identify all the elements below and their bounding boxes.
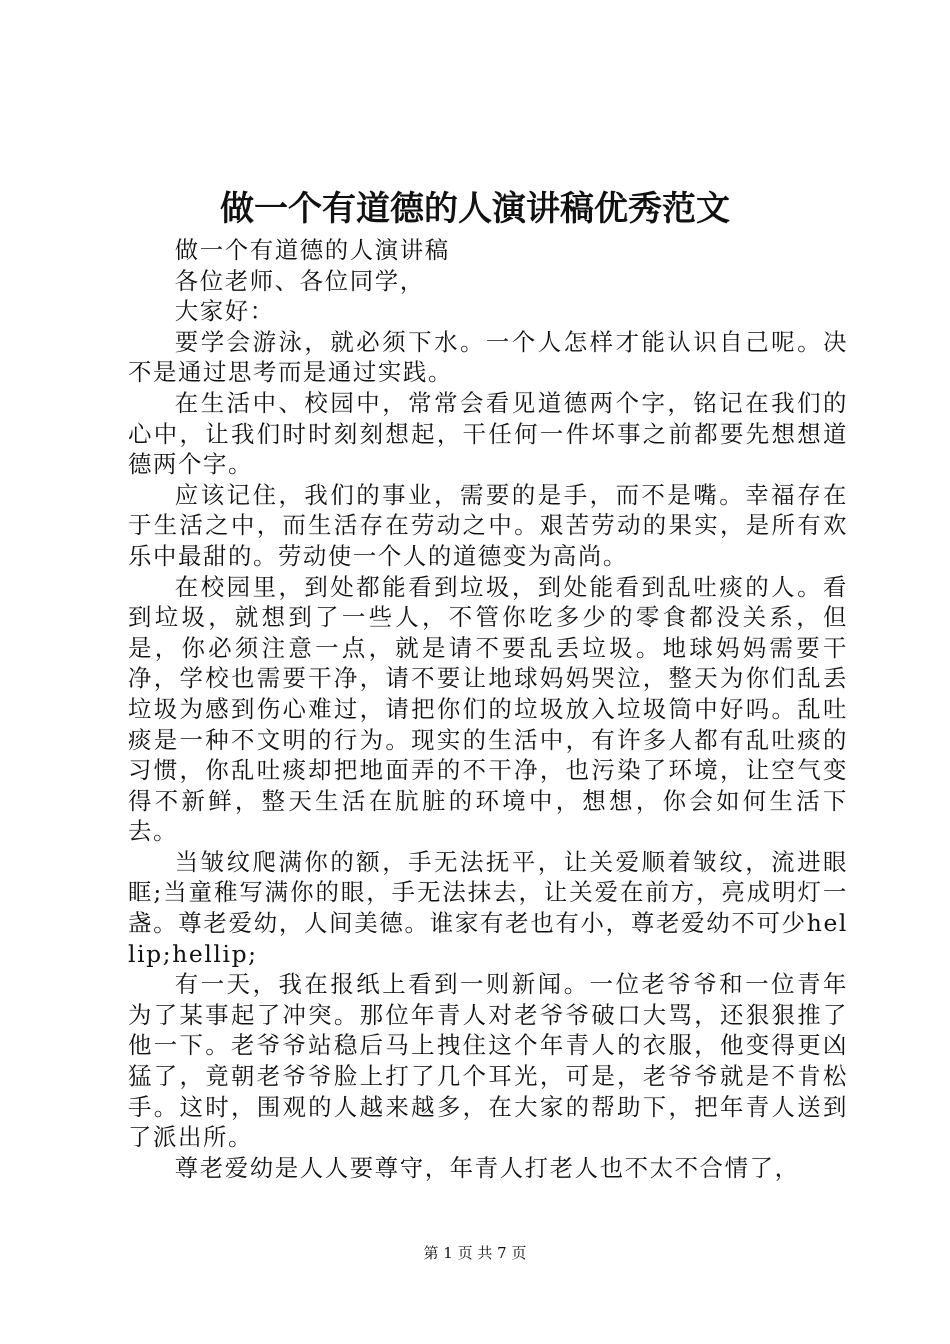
paragraph: 当皱纹爬满你的额，手无法抚平，让关爱顺着皱纹，流进眼眶;当童稚写满你的眼，手无法抹去，让关爱在前方，亮成明灯一盏。尊老爱幼，人间美德。谁家有老也有小，尊老爱幼不可少hellip;hellip; <box>128 847 848 968</box>
paragraph: 要学会游泳，就必须下水。一个人怎样才能认识自己呢。决不是通过思考而是通过实践。 <box>128 327 848 387</box>
paragraph: 在生活中、校园中，常常会看见道德两个字，铭记在我们的心中，让我们时时刻刻想起，干任何一件坏事之前都要先想想道德两个字。 <box>128 388 848 479</box>
document-body <box>128 235 848 1183</box>
paragraph: 尊老爱幼是人人要尊守，年青人打老人也不太不合情了， <box>174 1153 800 1182</box>
paragraph-greeting: 大家好： <box>174 297 275 326</box>
document-title: 做一个有道德的人演讲稿优秀范文 <box>220 189 730 229</box>
paragraph-subtitle: 做一个有道德的人演讲稿 <box>174 236 450 264</box>
paragraph-salutation: 各位老师、各位同学， <box>174 266 425 295</box>
paragraph: 应该记住，我们的事业，需要的是手，而不是嘴。幸福存在于生活之中，而生活存在劳动之中。艰苦劳动的果实，是所有欢乐中最甜的。劳动使一个人的道德变为高尚。 <box>128 480 848 570</box>
paragraph: 有一天，我在报纸上看到一则新闻。一位老爷爷和一位青年为了某事起了冲突。那位年青人对老爷爷破口大骂，还狠狠推了他一下。老爷爷站稳后马上拽住这个年青人的衣服，他变得更凶猛了，竟朝老爷爷脸上打了几个耳光，可是，老爷爷就是不肯松手。这时，围观的人越来越多，在大家的帮助下，把年青人送到了派出所。 <box>128 970 848 1152</box>
page-number-footer: 第 1 页 共 7 页 <box>423 1244 527 1262</box>
paragraph: 在校园里，到处都能看到垃圾，到处能看到乱吐痰的人。看到垃圾，就想到了一些人，不管你吃多少的零食都没关系，但是，你必须注意一点，就是请不要乱丢垃圾。地球妈妈需要干净，学校也需要干净，请不要让地球妈妈哭泣，整天为你们乱丢垃圾为感到伤心难过，请把你们的垃圾放入垃圾筒中好吗。乱吐痰是一种不文明的行为。现实的生活中，有许多人都有乱吐痰的习惯，你乱吐痰却把地面弄的不干净，也污染了环境，让空气变得不新鲜，整天生活在肮脏的环境中，想想，你会如何生活下去。 <box>128 572 848 846</box>
